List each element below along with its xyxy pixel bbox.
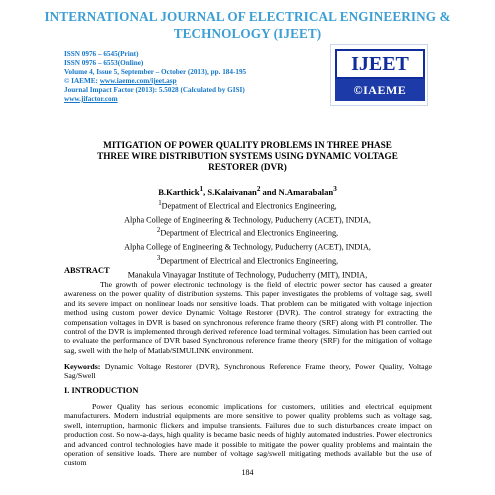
author-list: B.Karthick$^1$, S.Kalaivanan$^2$ and N.Amarabalan$^3$ <box>158 185 337 197</box>
affiliation-line: $^1$Depatment of Electrical and Electronics Engineering, <box>158 200 337 211</box>
volume-info: Volume 4, Issue 5, September – October (2013), pp. 184-195 <box>64 68 247 76</box>
abstract-heading: ABSTRACT <box>64 266 110 275</box>
issn-print: ISSN 0976 – 6545(Print) <box>64 50 139 58</box>
keywords <box>64 362 432 381</box>
author-3-sup: 3 <box>333 185 337 193</box>
author-1-sup: 1 <box>199 185 204 193</box>
affiliation-line: Manakula Vinayagar Institute of Technology, Puducherry (MIT), INDIA, <box>127 270 368 280</box>
journal-meta <box>64 50 314 104</box>
ijeet-logo <box>330 44 428 106</box>
iaeme-line <box>64 77 314 86</box>
paper-title-line2: THREE WIRE DISTRIBUTION SYSTEMS USING DYNAMIC VOLTAGE <box>97 151 398 161</box>
affiliation-line: $^3$Department of Electrical and Electronics Engineering, <box>156 254 339 266</box>
logo-iaeme-text: ©IAEME <box>335 79 425 101</box>
keywords-label: Keywords: <box>64 362 101 371</box>
paper-title <box>60 140 435 173</box>
journal-title <box>0 8 495 42</box>
journal-title-line1: INTERNATIONAL JOURNAL OF ELECTRICAL ENGINEERING & <box>44 9 451 24</box>
impact-factor: Journal Impact Factor (2013): 5.5028 (Calculated by GISI) <box>64 86 245 94</box>
paper-title-line1: MITIGATION OF POWER QUALITY PROBLEMS IN THREE PHASE <box>103 140 392 150</box>
page-number: 184 <box>241 468 254 477</box>
jifactor-link[interactable]: www.jifactor.com <box>64 95 118 103</box>
iaeme-prefix: © IAEME: <box>64 77 100 85</box>
paper-title-line3: RESTORER (DVR) <box>208 162 287 172</box>
introduction-body: Power Quality has serious economic implications for customers, utilities and electrical equipment manufacturers. Modern industrial equipments are more sensitive to power quality problems such as voltage sag, swell, interruption, harmonic flickers and impulse transients. Failures due to such disturbances create impact on production cost. So now-a-days, high quality is became basic needs of highly automated industries. Power electronics and advanced control technologies have made it possible to mitigate the power quality problems and maintain the operation of sensitive loads. There are number of voltage sag/swell mitigating methods available but the use of custom <box>64 402 432 468</box>
journal-title-line2: TECHNOLOGY (IJEET) <box>173 26 322 41</box>
issn-online: ISSN 0976 – 6553(Online) <box>64 59 144 67</box>
affiliation-line: $^2$Department of Electrical and Electronics Engineering, <box>156 227 339 239</box>
iaeme-link[interactable]: www.iaeme.com/ijeet.asp <box>99 77 177 85</box>
author-2-sup: 2 <box>256 185 261 193</box>
author-1: B.Karthick <box>158 186 200 197</box>
keywords-text: Dynamic Voltage Restorer (DVR), Synchronous Reference Frame theory, Power Quality, Voltage Sag/Swell <box>64 362 432 381</box>
affiliation-line: Alpha College of Engineering & Technology, Puducherry (ACET), INDIA, <box>124 215 371 225</box>
author-3: N.Amarabalan <box>278 186 334 197</box>
introduction-heading: I. INTRODUCTION <box>64 386 139 395</box>
logo-ijeet-text: IJEET <box>335 49 425 79</box>
affiliation-line: Alpha College of Engineering & Technology, Puducherry (ACET), INDIA, <box>124 242 371 252</box>
abstract-body: The growth of power electronic technology is the field of electric power sector has caused a greater awareness on the power quality of distribution systems. This paper investigates the problems of voltage sag, swell and its severe impact on nonlinear loads nor sensitive loads. That problem can be mitigated with voltage injection method using custom power device Dynamic Voltage Restorer (DVR). The control strategy for extracting the compensation voltages in DVR is based on synchronous reference frame theory (SRF) along with PI controller. The control of the DVR is implemented through derived reference load terminal voltages. Simulation has been carried out to evaluate the performance of DVR based Synchronous reference frame theory (SRF) for the mitigation of voltage sag, swell with the help of Matlab/SIMULINK environment. <box>64 280 432 355</box>
author-2: S.Kalaivanan <box>207 186 257 197</box>
